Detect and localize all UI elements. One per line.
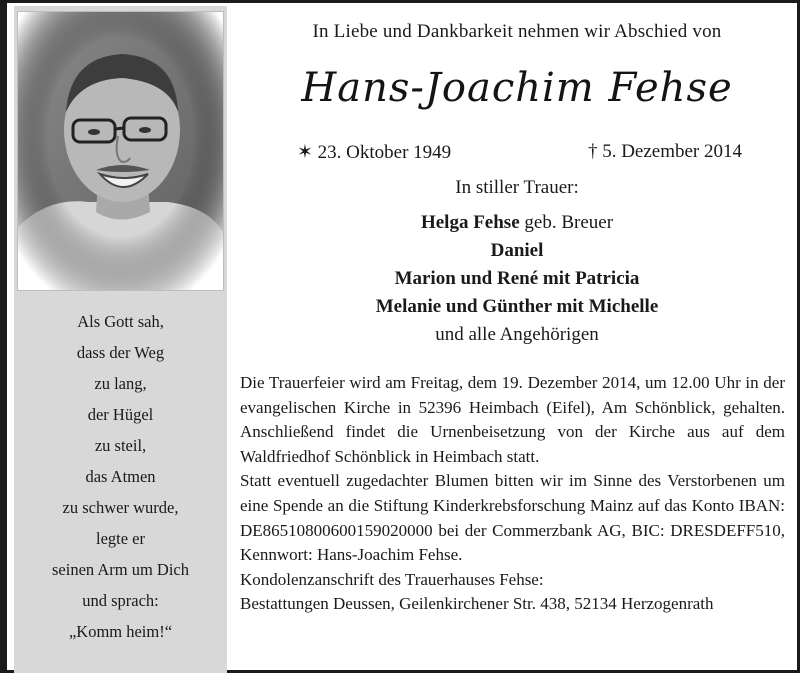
condolence-heading: Kondolenzanschrift des Trauerhauses Fehse: [240, 569, 544, 589]
poem-line: das Atmen [85, 467, 156, 486]
family-member: Daniel [490, 240, 544, 261]
donation-paragraph: Statt eventuell zugedachter Blumen bitten wir im Sinne des Verstorbenen um eine Spende an die Stiftung Kinderkrebsforschung Mainz auf das Konto IBAN: DE86510800600159020000 bei der Commerzbank AG, BIC: DRESDEFF510, Kennwort: Hans-Joachim Fehse. [240, 471, 785, 565]
poem-line: Als Gott sah, [77, 312, 164, 331]
poem-line: „Komm heim!“ [68, 622, 173, 641]
poem-line: zu steil, [94, 436, 147, 455]
left-column [14, 6, 227, 673]
poem-line: und sprach: [82, 591, 159, 610]
family-member: Melanie und Günther mit Michelle [375, 296, 659, 317]
family-member-name: Helga Fehse [420, 212, 520, 233]
poem-line: dass der Weg [76, 343, 165, 362]
poem-line: zu schwer wurde, [62, 498, 179, 517]
family-member: Marion und René mit Patricia [394, 268, 640, 289]
poem [14, 306, 227, 647]
death-date: † 5. Dezember 2014 [587, 141, 742, 162]
birth-date: ✶ 23. Oktober 1949 [297, 142, 452, 163]
funeral-details [240, 371, 785, 617]
poem-line: legte er [95, 529, 145, 548]
family-member [227, 209, 800, 237]
family-list [227, 209, 800, 349]
family-member-suffix: geb. Breuer [519, 212, 614, 233]
poem-line: seinen Arm um Dich [51, 560, 190, 579]
deceased-name: Hans-Joachim Fehse [301, 65, 733, 111]
intro-text: In Liebe und Dankbarkeit nehmen wir Abschied von [312, 21, 722, 42]
poem-line: zu lang, [94, 374, 147, 393]
portrait-photo [17, 11, 224, 291]
funeral-paragraph: Die Trauerfeier wird am Freitag, dem 19. Dezember 2014, um 12.00 Uhr in der evangelischen Kirche in 52396 Heimbach (Eifel), Am Schönblick, gehalten. Anschließend findet die Urnenbeisetzung von der Kirche aus auf dem Waldfriedhof Schönblick in Heimbach statt. [240, 373, 785, 466]
condolence-address: Bestattungen Deussen, Geilenkirchener Str. 438, 52134 Herzogenrath [240, 594, 714, 614]
mourning-heading: In stiller Trauer: [455, 177, 579, 198]
relatives-line: und alle Angehörigen [435, 324, 599, 345]
poem-line: der Hügel [87, 405, 154, 424]
